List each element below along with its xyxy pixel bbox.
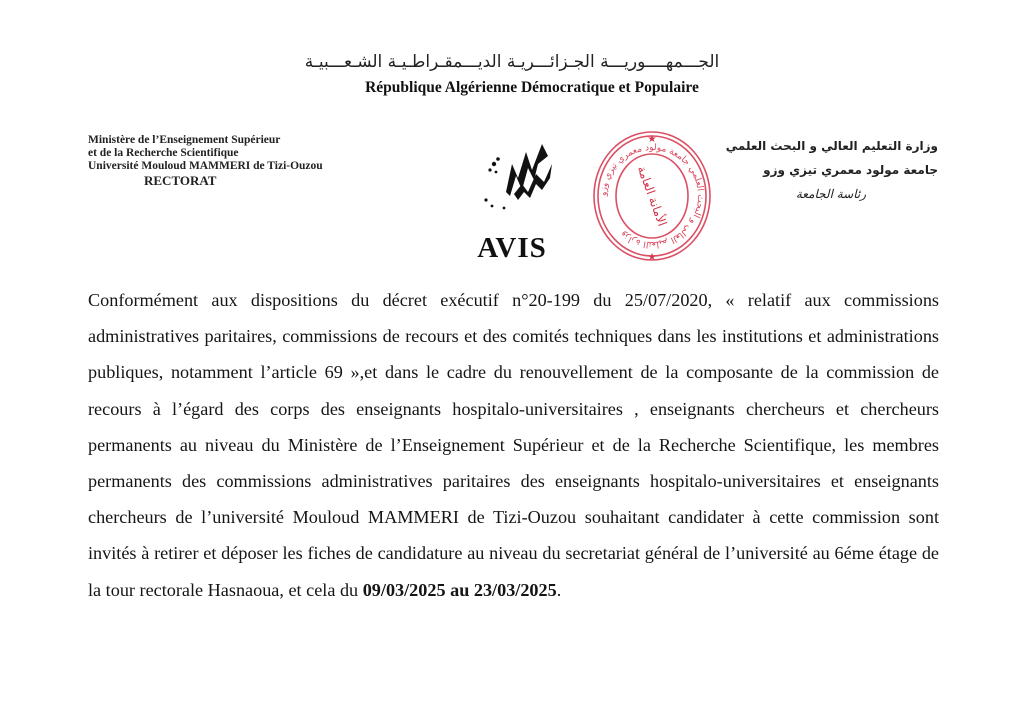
ministry-line: Ministère de l’Enseignement Supérieur xyxy=(88,134,281,146)
rectorat-line-arabic: رئاسة الجامعة xyxy=(795,187,866,201)
notice-body-end: . xyxy=(556,579,562,600)
university-line: Université Mouloud MAMMERI de Tizi-Ouzou xyxy=(88,160,323,172)
notice-body-text: Conformément aux dispositions du décret exécutif n°20-199 du 25/07/2020, « relatif aux commissions administratives paritaires, commissions de recours et des comités techniques dans les institutions et administrations publiques, notamment l’article 69 »,et dans le cadre du renouvellement de la composante de la commission de recours à l’égard des corps des enseignants hospitalo-universitaires , enseignants chercheurs et chercheurs permanents au niveau du Ministère de l’Enseignement Supérieur et de la Recherche Scientifique, les membres permanents des commissions administratives paritaires des enseignants hospitalo-universitaires et enseignants chercheurs de l’université Mouloud MAMMERI de Tizi-Ouzou souhaitant candidater à cette commission sont invités à retirer et déposer les fiches de candidature au niveau du secretariat général de l’université au 6éme étage de la tour rectorale Hasnaoua, et cela du xyxy=(88,290,939,600)
stamp-outer-text: وزارة التعليم العالي و البحث العلمي جامعة مولود معمري تيزي وزو xyxy=(598,142,706,250)
right-institution-block-arabic xyxy=(718,134,938,206)
stamp-inner-text: الأمانة العامة xyxy=(634,163,670,229)
notice-body xyxy=(88,282,939,608)
left-institution-block xyxy=(88,134,323,187)
svg-text:★: ★ xyxy=(647,252,657,263)
ministry-line-arabic: وزارة التعليم العالي و البحث العلمي xyxy=(725,139,938,153)
university-line-arabic: جامعة مولود معمري تيزي وزو xyxy=(763,163,938,177)
header-french-title: République Algérienne Démocratique et Populaire xyxy=(365,79,699,96)
research-line: et de la Recherche Scientifique xyxy=(88,147,239,159)
svg-text:★: ★ xyxy=(647,134,657,145)
university-logo-icon xyxy=(478,134,568,214)
header-arabic-title: الجـــمهــــوريـــة الجـزائـــريـة الديـــمقـراطـيـة الشـعـــبيـة xyxy=(304,52,720,72)
notice-dates: 09/03/2025 au 23/03/2025 xyxy=(362,579,557,600)
rectorat-line: RECTORAT xyxy=(144,173,217,188)
page-title: AVIS xyxy=(477,232,547,264)
